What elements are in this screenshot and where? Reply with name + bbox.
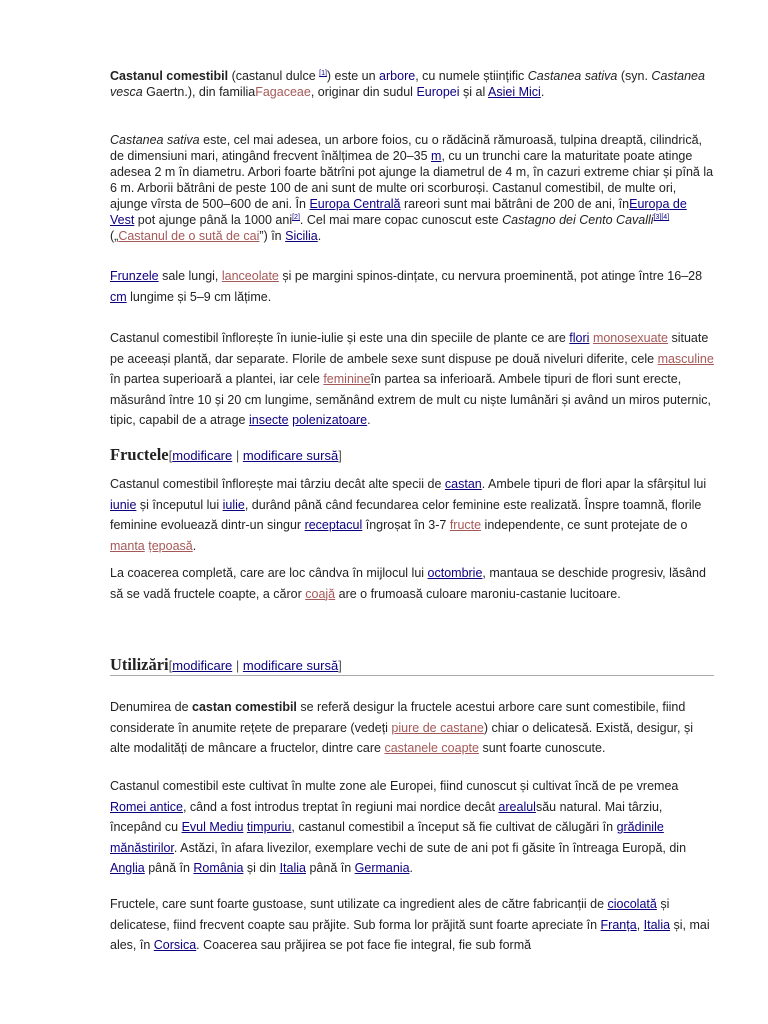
heading-title: Fructele — [110, 445, 169, 464]
text: („ — [110, 229, 119, 243]
text: . Cel mai mare copac cunoscut este — [299, 213, 503, 227]
text: ”) în — [259, 229, 286, 243]
separator: | — [232, 448, 243, 463]
text: , cu un trunchi care la maturitate poate atinge adesea 2 m în diametru. Arbori foarte bătrîni pot ajunge la diametrul de 4 m, în cazuri extreme chiar și pînă la 6 m. Arborii bătrâni de peste 100 de ani sunt de multe ori scorburoși. Castanul comestibil, de multe ori, ajunge vîrsta de 500–600 de ani. În — [110, 149, 714, 211]
description-paragraph — [110, 132, 714, 244]
text: , durând până când fecundarea celor feminine este realizată. Înspre toamnă, florile feminine evoluează dintr-un singur — [110, 497, 702, 532]
edit-source-link[interactable]: modificare sursă — [242, 658, 339, 673]
link-corsica[interactable]: Corsica — [153, 938, 197, 952]
leaves-paragraph — [110, 266, 714, 307]
text: . — [409, 861, 414, 875]
text: este, cel mai adesea, un arbore foios, cu o rădăcină rămuroasă, tulpina dreaptă, cilindrică, de dimensiuni mari, atingând frecvent înălțimea de 20–35 — [110, 133, 703, 163]
flowers-paragraph — [110, 328, 714, 431]
bracket: [ — [168, 658, 173, 673]
reference-link[interactable]: [2] — [292, 213, 300, 221]
text: , — [636, 917, 644, 932]
link-lanceolate[interactable]: lanceolate — [221, 269, 279, 283]
link-monosexuate[interactable]: monosexuate — [592, 331, 668, 345]
text: se referă desigur la fructele acestui arbore care sunt comestibile, fiind considerate în anumite rețete de preparare (vedeți — [110, 700, 686, 735]
link-italia[interactable]: Italia — [643, 917, 671, 932]
link-iulie[interactable]: iulie — [222, 497, 245, 512]
section-divider — [110, 675, 714, 676]
uses-paragraph — [110, 697, 714, 759]
link-europa-de-vest[interactable]: Europa de Vest — [110, 197, 687, 227]
link-fagaceae[interactable]: Fagaceae — [255, 85, 311, 99]
text: , mantaua se deschide progresiv, lăsând să se vadă fructele coapte, a căror — [110, 566, 706, 601]
text: și delicatese, fiind frecvent coapte sau prăjite. Sub forma lor prăjită sunt foarte apreciate în — [110, 897, 670, 932]
link-romania[interactable]: România — [193, 861, 244, 875]
scientific-name: Castanea sativa — [527, 69, 618, 83]
term-castan-comestibil: castan comestibil — [192, 700, 297, 714]
link-cm[interactable]: cm — [110, 289, 127, 304]
text: ) chiar o delicatesă. Există, desigur, și alte modalități de mâncare a fructelor, dintre care — [110, 720, 693, 755]
text: pot ajunge până la 1000 ani — [134, 213, 293, 227]
text: Castanul comestibil înflorește mai târziu decât alte specii de — [110, 477, 445, 491]
text: . — [317, 229, 322, 243]
text: Denumirea de — [110, 700, 192, 714]
link-fructe[interactable]: fructe — [449, 518, 482, 532]
link-iunie[interactable]: iunie — [110, 497, 137, 512]
link-asiei-mici[interactable]: Asiei Mici — [488, 85, 541, 99]
link-italia[interactable]: Italia — [279, 861, 306, 875]
edit-link[interactable]: modificare — [172, 658, 233, 673]
text: independente, ce sunt protejate de o — [481, 518, 688, 532]
bracket: ] — [338, 658, 342, 673]
text: Gaertn.), din familia — [142, 85, 256, 99]
text: Fructele, care sunt foarte gustoase, sunt utilizate ca ingredient ales de către fabricanții de — [110, 897, 608, 911]
text: până în — [305, 861, 355, 875]
link-castanele-coapte[interactable]: castanele coapte — [384, 741, 479, 755]
text: , castanul comestibil a început să fie cultivat de călugări în — [291, 820, 617, 834]
text: . Ambele tipuri de flori apar la sfârșitul lui — [481, 477, 707, 491]
text: și, mai ales, în — [110, 917, 710, 952]
link-anglia[interactable]: Anglia — [110, 861, 145, 875]
text: până în — [144, 861, 194, 875]
link-feminine[interactable]: feminine — [323, 372, 371, 386]
text: și al — [459, 85, 489, 99]
text: și începutul lui — [136, 497, 223, 512]
separator: | — [232, 658, 243, 673]
link-masculine[interactable]: masculine — [657, 351, 714, 366]
text: îngroșat în 3-7 — [362, 518, 450, 532]
link-insecte[interactable]: insecte — [248, 413, 289, 427]
reference-link[interactable]: [3][4] — [653, 213, 670, 221]
link-polenizatoare[interactable]: polenizatoare — [292, 413, 368, 427]
text: (castanul dulce — [228, 69, 320, 83]
link-octombrie[interactable]: octombrie — [427, 566, 483, 580]
link-manastirilor[interactable]: mănăstirilor — [110, 840, 174, 855]
text: în partea superioară a plantei, iar cele — [110, 372, 324, 386]
text: Castanul comestibil înflorește în iunie-iulie și este una din speciile de plante ce are — [110, 331, 570, 345]
reference-link[interactable]: [1] — [319, 69, 327, 77]
link-franta[interactable]: Franța — [600, 917, 637, 932]
text: rareori sunt mai bătrâni de 200 de ani, în — [400, 197, 630, 211]
culinary-paragraph — [110, 894, 714, 956]
link-castanul-suta-cai[interactable]: Castanul de o sută de cai — [118, 229, 260, 243]
text: sale lungi, — [158, 269, 222, 283]
text: . Coacerea sau prăjirea se pot face fie integral, fie sub formă — [196, 938, 532, 952]
text: . — [192, 538, 197, 553]
heading-title: Utilizări — [110, 655, 169, 674]
intro-paragraph — [110, 68, 714, 100]
text: său natural. Mai târziu, începând cu — [110, 799, 663, 834]
text: . — [367, 413, 371, 427]
text: și pe margini spinos-dințate, cu nervura proeminentă, pot atinge între 16–28 — [278, 269, 703, 283]
link-m[interactable]: m — [431, 149, 442, 163]
text: și din — [243, 861, 280, 875]
link-arealul[interactable]: arealul — [498, 799, 536, 814]
text: (syn. — [617, 69, 652, 83]
tree-name: Castagno dei Cento Cavalli — [502, 213, 654, 227]
link-coaja[interactable]: coajă — [305, 586, 336, 601]
bracket: ] — [338, 448, 342, 463]
section-heading-fructele — [110, 445, 342, 465]
text: Castanul comestibil este cultivat în multe zone ale Europei, fiind cunoscut și cultivat încă de pe vremea — [110, 779, 679, 793]
link-arbore[interactable]: arbore — [379, 69, 416, 83]
link-tepoasa[interactable]: țepoasă — [148, 538, 193, 553]
link-flori[interactable]: flori — [569, 331, 590, 345]
link-piure-de-castane[interactable]: piure de castane — [391, 720, 484, 735]
text: , originar din sudul — [310, 85, 417, 99]
link-gradinile[interactable]: grădinile — [616, 820, 664, 834]
cultivation-paragraph — [110, 776, 714, 879]
link-europei[interactable]: Europei — [416, 85, 460, 99]
scientific-name: Castanea sativa — [110, 133, 200, 147]
link-ciocolata[interactable]: ciocolată — [607, 897, 657, 911]
link-frunzele[interactable]: Frunzele — [110, 269, 159, 283]
edit-link[interactable]: modificare — [172, 448, 233, 463]
text: , când a fost introdus treptat în regiuni mai nordice decât — [182, 799, 499, 814]
text: lungime și 5–9 cm lățime. — [126, 289, 272, 304]
link-germania[interactable]: Germania — [354, 861, 410, 875]
edit-section-links — [169, 448, 342, 463]
link-receptacul[interactable]: receptacul — [304, 518, 363, 532]
fruits-paragraph — [110, 474, 714, 556]
edit-section-links — [169, 658, 342, 673]
link-manta[interactable]: manta — [110, 538, 145, 553]
link-sicilia[interactable]: Sicilia — [285, 229, 318, 243]
ripening-paragraph — [110, 563, 714, 604]
text: , cu numele științific — [415, 69, 528, 83]
synonym-name: Castanea vesca — [110, 69, 705, 99]
link-romei-antice[interactable]: Romei antice — [110, 799, 183, 814]
text: are o frumoasă culoare maroniu-castanie lucitoare. — [335, 586, 621, 601]
section-heading-utilizari — [110, 655, 342, 675]
text: situate pe aceeași plantă, dar separate. Florile de ambele sexe sunt dispuse pe două niveluri diferite, cele — [110, 331, 709, 366]
text: în partea sa inferioară. Ambele tipuri de flori sunt erecte, măsurând între 10 și 20 cm lungime, semănând extrem de mult cu niște lumânări și având un miros puternic, tipic, capabil de a atrage — [110, 372, 711, 427]
text: sunt foarte cunoscute. — [478, 741, 606, 755]
text: . Astăzi, în afara livezilor, exemplare vechi de sute de ani pot fi găsite în întreaga Europă, din — [173, 840, 687, 855]
link-evul-mediu[interactable]: Evul Mediu — [181, 820, 244, 834]
text: La coacerea completă, care are loc cândva în mijlocul lui — [110, 566, 428, 580]
text: . — [540, 85, 545, 99]
term-castanul-comestibil: Castanul comestibil — [110, 69, 229, 83]
link-castan[interactable]: castan — [444, 477, 482, 491]
link-timpuriu[interactable]: timpuriu — [246, 820, 292, 834]
text: ) este un — [326, 69, 380, 83]
link-europa-centrala[interactable]: Europa Centrală — [309, 197, 401, 211]
edit-source-link[interactable]: modificare sursă — [242, 448, 339, 463]
bracket: [ — [168, 448, 173, 463]
